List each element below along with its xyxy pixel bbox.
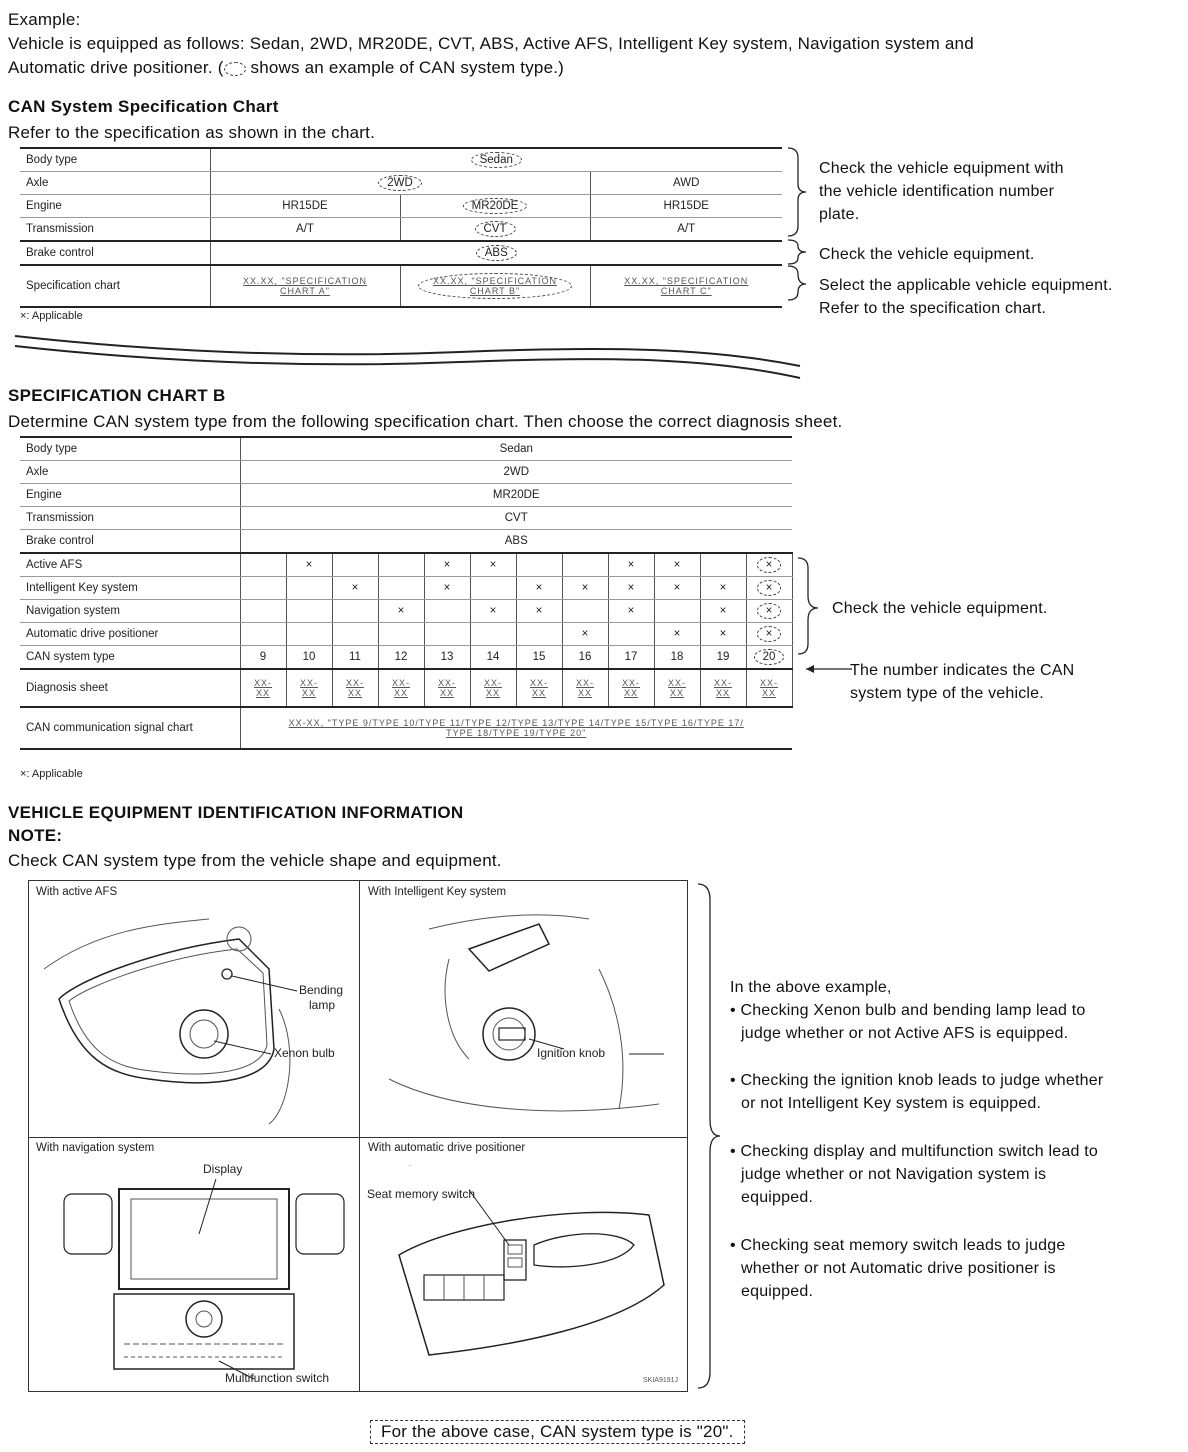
spec-a-link-1[interactable]: XX.XX, "SPECIFICATION bbox=[242, 276, 368, 286]
can-type-cell: 16 bbox=[562, 646, 608, 670]
equip-cell bbox=[240, 577, 286, 600]
equip-cell bbox=[332, 600, 378, 623]
diagnosis-sheet-link[interactable]: XX- bbox=[760, 678, 779, 688]
row-label: Navigation system bbox=[20, 600, 240, 623]
equip-cell bbox=[424, 600, 470, 623]
conclusion-box: For the above case, CAN system type is "20". bbox=[370, 1420, 745, 1444]
equip-cell: × bbox=[424, 577, 470, 600]
equip-cell: × bbox=[516, 600, 562, 623]
break-line-icon bbox=[10, 326, 810, 382]
diagnosis-sheet-cell bbox=[746, 669, 792, 707]
diagnosis-sheet-cell bbox=[654, 669, 700, 707]
equip-cell bbox=[332, 623, 378, 646]
diagnosis-sheet-link[interactable]: XX- bbox=[529, 678, 548, 688]
trans-v3: A/T bbox=[590, 218, 782, 242]
panel-nav-title: With navigation system bbox=[36, 1142, 155, 1154]
diagnosis-sheet-link[interactable]: XX- bbox=[253, 678, 272, 688]
equip-cell bbox=[470, 623, 516, 646]
example-line-2a: Automatic drive positioner. ( bbox=[8, 58, 224, 77]
engine-v3: HR15DE bbox=[590, 195, 782, 218]
equip-cell bbox=[424, 623, 470, 646]
note-check-vin-3: plate. bbox=[819, 206, 860, 223]
row-label: Engine bbox=[20, 195, 210, 218]
row-label: Body type bbox=[20, 148, 210, 172]
can-spec-table bbox=[20, 147, 782, 308]
row-value: MR20DE bbox=[240, 484, 792, 507]
row-label: Transmission bbox=[20, 218, 210, 242]
table-row bbox=[20, 646, 792, 670]
explain-b1-2: judge whether or not Active AFS is equipped. bbox=[741, 1025, 1069, 1042]
diagnosis-sheet-link[interactable]: XX bbox=[715, 688, 730, 698]
can-type-selected: 20 bbox=[754, 649, 785, 665]
equip-cell bbox=[608, 623, 654, 646]
note-check-vin-2: the vehicle identification number bbox=[819, 183, 1055, 200]
row-value: ABS bbox=[240, 530, 792, 554]
signal-chart-link-2[interactable]: TYPE 18/TYPE 19/TYPE 20" bbox=[446, 728, 587, 738]
explain-b3-2: judge whether or not Navigation system is bbox=[741, 1166, 1047, 1183]
axle-2wd: 2WD bbox=[378, 175, 422, 191]
can-type-cell: 12 bbox=[378, 646, 424, 670]
can-type-cell: 10 bbox=[286, 646, 332, 670]
equip-cell bbox=[286, 577, 332, 600]
can-type-cell: 15 bbox=[516, 646, 562, 670]
figure-id: SKIA9191J bbox=[643, 1377, 679, 1384]
equip-cell bbox=[700, 553, 746, 577]
diagnosis-sheet-link[interactable]: XX- bbox=[345, 678, 364, 688]
row-value: 2WD bbox=[240, 461, 792, 484]
brake-value: ABS bbox=[476, 245, 517, 261]
diagnosis-sheet-cell bbox=[470, 669, 516, 707]
equip-mark: × bbox=[757, 603, 782, 619]
equip-cell bbox=[746, 577, 792, 600]
spec-b-title: SPECIFICATION CHART B bbox=[8, 386, 226, 405]
trans-v1: A/T bbox=[210, 218, 400, 242]
equip-cell: × bbox=[562, 577, 608, 600]
equip-cell bbox=[562, 553, 608, 577]
equip-cell: × bbox=[562, 623, 608, 646]
diagnosis-sheet-link[interactable]: XX bbox=[577, 688, 592, 698]
diagnosis-sheet-link[interactable]: XX bbox=[485, 688, 500, 698]
row-label: Engine bbox=[20, 484, 240, 507]
diagnosis-sheet-link[interactable]: XX bbox=[762, 688, 777, 698]
can-type-cell: 14 bbox=[470, 646, 516, 670]
caption-lamp: lamp bbox=[309, 998, 336, 1012]
caption-display: Display bbox=[203, 1162, 243, 1176]
equip-cell: × bbox=[654, 623, 700, 646]
engine-v2: MR20DE bbox=[463, 198, 528, 214]
diagnosis-sheet-link[interactable]: XX bbox=[531, 688, 546, 698]
table-row bbox=[20, 577, 792, 600]
can-type-cell: 19 bbox=[700, 646, 746, 670]
applicable-note: ×: Applicable bbox=[20, 310, 83, 322]
diagnosis-sheet-link[interactable]: XX- bbox=[391, 678, 410, 688]
equip-cell: × bbox=[654, 577, 700, 600]
table-row bbox=[20, 623, 792, 646]
diagnosis-sheet-link[interactable]: XX bbox=[301, 688, 316, 698]
diagnosis-sheet-cell bbox=[378, 669, 424, 707]
table-row bbox=[20, 553, 792, 577]
can-type-cell: 9 bbox=[240, 646, 286, 670]
axle-awd: AWD bbox=[590, 172, 782, 195]
vehicle-id-title: VEHICLE EQUIPMENT IDENTIFICATION INFORMATION bbox=[8, 803, 464, 822]
equip-cell: × bbox=[608, 577, 654, 600]
identification-figure bbox=[28, 880, 688, 1392]
equip-cell: × bbox=[654, 553, 700, 577]
table-row bbox=[20, 265, 782, 307]
note-check-equip-b: Check the vehicle equipment. bbox=[832, 600, 1048, 617]
diagnosis-sheet-link[interactable]: XX- bbox=[299, 678, 318, 688]
navigation-unit-icon bbox=[59, 1179, 349, 1385]
equip-cell bbox=[470, 577, 516, 600]
diagnosis-sheet-link[interactable]: XX bbox=[393, 688, 408, 698]
diagnosis-sheet-link[interactable]: XX bbox=[623, 688, 638, 698]
equip-cell bbox=[378, 577, 424, 600]
headlamp-icon bbox=[39, 909, 354, 1129]
oval-marker-icon bbox=[224, 62, 246, 76]
caption-bending: Bending bbox=[299, 983, 344, 997]
diagnosis-sheet-cell bbox=[286, 669, 332, 707]
table-row bbox=[20, 484, 792, 507]
row-label: Axle bbox=[20, 172, 210, 195]
equip-cell bbox=[378, 553, 424, 577]
example-label: Example: bbox=[8, 10, 81, 29]
row-label: Transmission bbox=[20, 507, 240, 530]
equip-cell bbox=[286, 623, 332, 646]
example-line-1: Vehicle is equipped as follows: Sedan, 2WD, MR20DE, CVT, ABS, Active AFS, Intelligent Key system, Navigation system and bbox=[8, 34, 974, 53]
equip-cell bbox=[332, 553, 378, 577]
diagnosis-sheet-link[interactable]: XX- bbox=[483, 678, 502, 688]
diagnosis-sheet-link[interactable]: XX- bbox=[621, 678, 640, 688]
explain-b1-1: • Checking Xenon bulb and bending lamp lead to bbox=[730, 1002, 1086, 1019]
diagnosis-sheet-cell bbox=[424, 669, 470, 707]
note-select-2: Refer to the specification chart. bbox=[819, 300, 1047, 317]
equip-mark: × bbox=[757, 626, 782, 642]
diagnosis-sheet-link[interactable]: XX- bbox=[575, 678, 594, 688]
diagnosis-sheet-link[interactable]: XX- bbox=[713, 678, 732, 688]
equip-cell bbox=[654, 600, 700, 623]
caption-xenon-bulb: Xenon bulb bbox=[274, 1046, 335, 1060]
note-select-1: Select the applicable vehicle equipment. bbox=[819, 277, 1113, 294]
equip-cell: × bbox=[286, 553, 332, 577]
explain-b2-2: or not Intelligent Key system is equipped. bbox=[741, 1095, 1042, 1112]
row-label: Brake control bbox=[20, 530, 240, 554]
row-value: Sedan bbox=[240, 437, 792, 461]
diagnosis-sheet-cell bbox=[562, 669, 608, 707]
table-row bbox=[20, 461, 792, 484]
equip-cell: × bbox=[700, 577, 746, 600]
spec-b-table bbox=[20, 436, 793, 750]
diagnosis-sheet-link[interactable]: XX- bbox=[437, 678, 456, 688]
applicable-note-b: ×: Applicable bbox=[20, 768, 83, 780]
equip-cell bbox=[286, 600, 332, 623]
diagnosis-sheet-cell bbox=[332, 669, 378, 707]
engine-v1: HR15DE bbox=[210, 195, 400, 218]
can-type-cell: 17 bbox=[608, 646, 654, 670]
row-label: CAN communication signal chart bbox=[20, 707, 240, 749]
sedan-value: Sedan bbox=[471, 152, 522, 168]
diagnosis-sheet-cell bbox=[240, 669, 286, 707]
brace-icon bbox=[694, 880, 724, 1392]
equip-cell bbox=[240, 600, 286, 623]
row-label: Axle bbox=[20, 461, 240, 484]
equip-cell: × bbox=[470, 600, 516, 623]
can-type-cell: 11 bbox=[332, 646, 378, 670]
can-spec-title: CAN System Specification Chart bbox=[8, 97, 279, 116]
equip-cell bbox=[240, 553, 286, 577]
note-number-1: The number indicates the CAN bbox=[850, 662, 1075, 679]
table-row bbox=[20, 241, 782, 265]
spec-b-link-2[interactable]: CHART B" bbox=[469, 286, 521, 296]
equip-cell bbox=[240, 623, 286, 646]
can-spec-subtitle: Refer to the specification as shown in the chart. bbox=[8, 123, 375, 142]
diagnosis-sheet-cell bbox=[700, 669, 746, 707]
spec-b-subtitle: Determine CAN system type from the following specification chart. Then choose the correct diagnosis sheet. bbox=[8, 412, 843, 431]
spec-a-link-2[interactable]: CHART A" bbox=[280, 286, 330, 296]
equip-mark: × bbox=[757, 580, 782, 596]
row-label: Body type bbox=[20, 437, 240, 461]
diagnosis-sheet-cell bbox=[608, 669, 654, 707]
equip-mark: × bbox=[757, 557, 782, 573]
table-row bbox=[20, 530, 792, 554]
row-label: Intelligent Key system bbox=[20, 577, 240, 600]
can-type-cell: 18 bbox=[654, 646, 700, 670]
spec-c-link-1[interactable]: XX.XX, "SPECIFICATION bbox=[624, 276, 749, 286]
brace-icon bbox=[796, 556, 856, 684]
row-value: CVT bbox=[240, 507, 792, 530]
spec-c-link-2[interactable]: CHART C" bbox=[660, 286, 712, 296]
equip-cell: × bbox=[470, 553, 516, 577]
trans-v2: CVT bbox=[475, 221, 516, 237]
equip-cell: × bbox=[608, 600, 654, 623]
equip-cell bbox=[516, 623, 562, 646]
example-line-2 bbox=[8, 56, 564, 79]
row-label: Active AFS bbox=[20, 553, 240, 577]
can-type-cell: 13 bbox=[424, 646, 470, 670]
example-line-2b: shows an example of CAN system type.) bbox=[250, 58, 565, 77]
diagnosis-sheet-link[interactable]: XX bbox=[255, 688, 270, 698]
table-row bbox=[20, 507, 792, 530]
table-row bbox=[20, 600, 792, 623]
equip-cell bbox=[746, 600, 792, 623]
equip-cell: × bbox=[378, 600, 424, 623]
explain-b3-1: • Checking display and multifunction switch lead to bbox=[730, 1143, 1098, 1160]
row-label: Automatic drive positioner bbox=[20, 623, 240, 646]
equip-cell: × bbox=[700, 600, 746, 623]
table-row bbox=[20, 195, 782, 218]
panel-key-title: With Intelligent Key system bbox=[368, 886, 507, 898]
equip-cell: × bbox=[700, 623, 746, 646]
equip-cell bbox=[562, 600, 608, 623]
diagnosis-sheet-link[interactable]: XX bbox=[439, 688, 454, 698]
equip-cell: × bbox=[516, 577, 562, 600]
caption-multifunction-switch: Multifunction switch bbox=[225, 1371, 330, 1385]
table-row bbox=[20, 172, 782, 195]
table-row bbox=[20, 148, 782, 172]
ignition-knob-icon bbox=[369, 909, 684, 1129]
table-row bbox=[20, 218, 782, 242]
table-row bbox=[20, 669, 792, 707]
diagnosis-sheet-link[interactable]: XX- bbox=[667, 678, 686, 688]
spec-b-link-1[interactable]: XX.XX, "SPECIFICATION bbox=[432, 276, 558, 286]
explain-intro: In the above example, bbox=[730, 979, 892, 996]
row-label: Brake control bbox=[20, 241, 210, 265]
note-check-equip: Check the vehicle equipment. bbox=[819, 246, 1035, 263]
brace-icon bbox=[786, 146, 816, 306]
diagnosis-sheet-link[interactable]: XX bbox=[669, 688, 684, 698]
diagnosis-sheet-cell bbox=[516, 669, 562, 707]
explain-b3-3: equipped. bbox=[741, 1189, 814, 1206]
note-number-2: system type of the vehicle. bbox=[850, 685, 1044, 702]
equip-cell: × bbox=[332, 577, 378, 600]
vehicle-id-note: NOTE: bbox=[8, 826, 63, 845]
explain-b4-1: • Checking seat memory switch leads to judge bbox=[730, 1237, 1066, 1254]
equip-cell bbox=[746, 553, 792, 577]
explain-b4-2: whether or not Automatic drive positioner is bbox=[741, 1260, 1056, 1277]
panel-afs-title: With active AFS bbox=[36, 886, 118, 898]
equip-cell bbox=[746, 623, 792, 646]
table-row bbox=[20, 707, 792, 749]
caption-seat-memory-switch: Seat memory switch bbox=[367, 1187, 476, 1201]
note-check-vin-1: Check the vehicle equipment with bbox=[819, 160, 1064, 177]
row-label: Specification chart bbox=[20, 265, 210, 307]
can-type-cell bbox=[746, 646, 792, 670]
row-label: Diagnosis sheet bbox=[20, 669, 240, 707]
panel-adp-title: With automatic drive positioner bbox=[368, 1142, 526, 1154]
table-row bbox=[20, 437, 792, 461]
row-label: CAN system type bbox=[20, 646, 240, 670]
signal-chart-link-1[interactable]: XX-XX, "TYPE 9/TYPE 10/TYPE 11/TYPE 12/TYPE 13/TYPE 14/TYPE 15/TYPE 16/TYPE 17/ bbox=[288, 718, 744, 728]
explain-b4-3: equipped. bbox=[741, 1283, 814, 1300]
explain-b2-1: • Checking the ignition knob leads to judge whether bbox=[730, 1072, 1104, 1089]
diagnosis-sheet-link[interactable]: XX bbox=[347, 688, 362, 698]
equip-cell: × bbox=[424, 553, 470, 577]
vehicle-id-text: Check CAN system type from the vehicle shape and equipment. bbox=[8, 851, 502, 870]
equip-cell bbox=[378, 623, 424, 646]
equip-cell: × bbox=[608, 553, 654, 577]
caption-ignition-knob: Ignition knob bbox=[537, 1046, 606, 1060]
equip-cell bbox=[516, 553, 562, 577]
